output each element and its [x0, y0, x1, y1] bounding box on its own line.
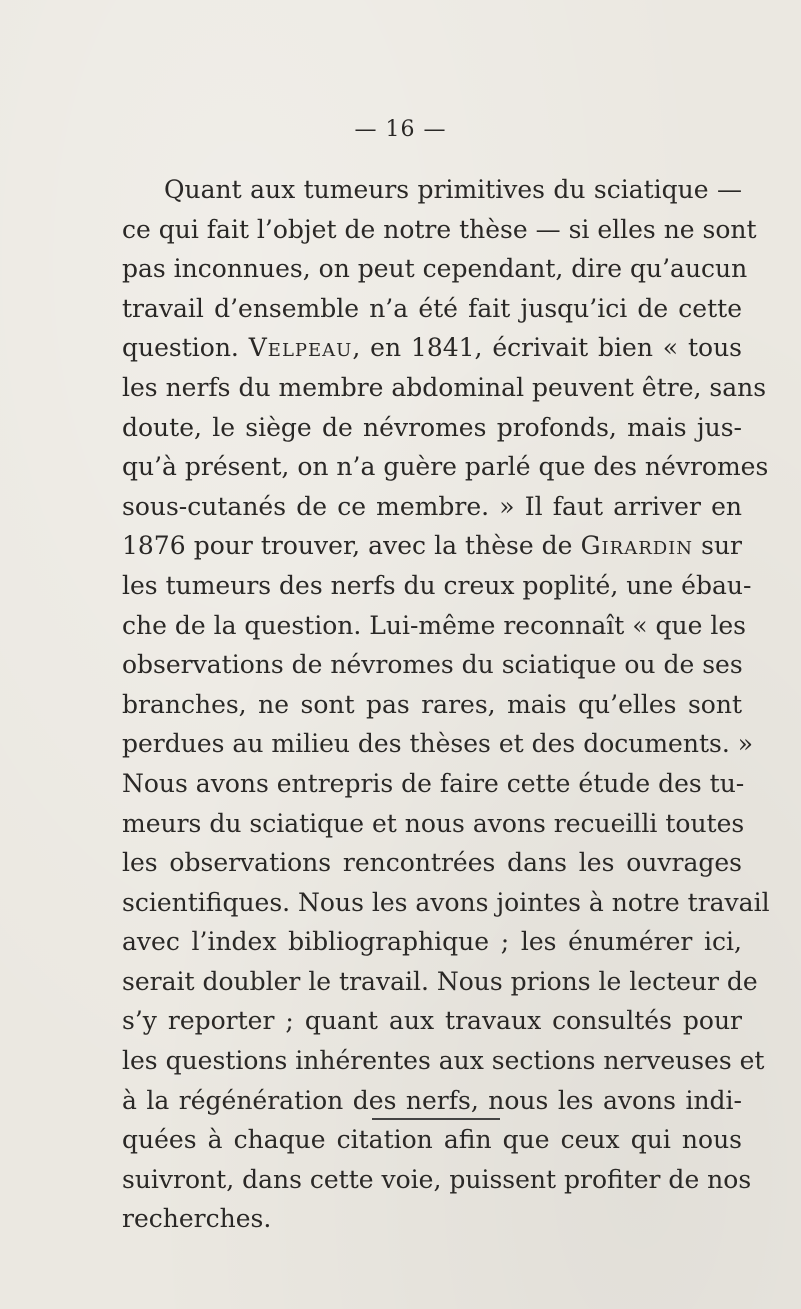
text-line: avec l’index bibliographique ; les énumérer ici,: [122, 927, 742, 957]
text-line: branches, ne sont pas rares, mais qu’elles sont: [122, 689, 742, 719]
text-line: doute, le siège de névromes profonds, mais jus-: [122, 412, 742, 442]
text-line: les nerfs du membre abdominal peuvent être, sans: [122, 372, 767, 402]
text-line: Quant aux tumeurs primitives du sciatique —: [164, 175, 742, 204]
text-line: les tumeurs des nerfs du creux poplité, une ébau-: [122, 570, 752, 600]
text-line: scientifiques. Nous les avons jointes à notre travail: [122, 887, 770, 917]
text-line: perdues au milieu des thèses et des documents. »: [122, 729, 754, 759]
text-line: observations de névromes du sciatique ou de ses: [122, 650, 743, 680]
author-name-small-caps: Velpeau: [248, 333, 353, 363]
text-line: les observations rencontrées dans les ouvrages: [122, 848, 742, 878]
text-line: Nous avons entrepris de faire cette étude des tu-: [122, 768, 745, 798]
body-paragraph: [122, 170, 770, 1239]
text-line: recherches.: [122, 1204, 272, 1234]
text-line: suivront, dans cette voie, puissent profiter de nos: [122, 1164, 752, 1194]
text-line: 1876 pour trouver, avec la thèse de Girardin sur: [122, 531, 743, 561]
author-name-small-caps: Girardin: [580, 531, 694, 561]
text-line: pas inconnues, on peut cependant, dire qu’aucun: [122, 254, 748, 284]
text-line: qu’à présent, on n’a guère parlé que des névromes: [122, 452, 769, 482]
text-line: s’y reporter ; quant aux travaux consultés pour: [122, 1006, 742, 1036]
text-line: che de la question. Lui-même reconnaît « que les: [122, 610, 746, 640]
text-line: travail d’ensemble n’a été fait jusqu’ici de cette: [122, 293, 742, 323]
text-line: à la régénération des nerfs, nous les avons indi-: [122, 1085, 742, 1115]
text-line: serait doubler le travail. Nous prions le lecteur de: [122, 966, 758, 996]
text-line: quées à chaque citation afin que ceux qui nous: [122, 1125, 742, 1155]
page-number: — 16 —: [354, 117, 447, 142]
text-line: ce qui fait l’objet de notre thèse — si elles ne sont: [122, 214, 757, 244]
text-line: les questions inhérentes aux sections nerveuses et: [122, 1046, 765, 1076]
text-line: question. Velpeau, en 1841, écrivait bien « tous: [122, 333, 742, 363]
text-line: sous-cutanés de ce membre. » Il faut arriver en: [122, 491, 742, 521]
text-line: meurs du sciatique et nous avons recueilli toutes: [122, 808, 745, 838]
section-divider-rule: [372, 1118, 500, 1120]
